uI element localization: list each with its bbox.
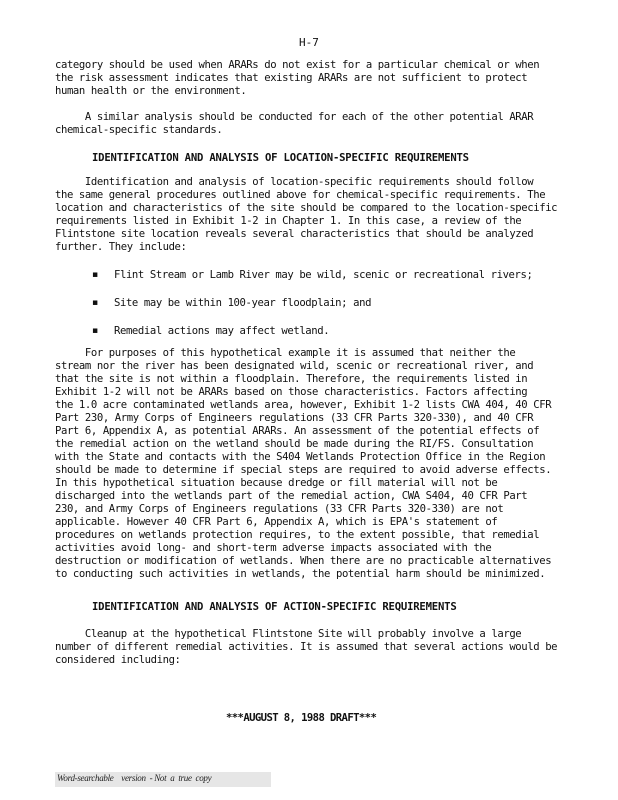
text-line: that the site is not within a floodplain. Therefore, the requirements listed in [55,373,528,385]
text-line: 230, and Army Corps of Engineers regulations (33 CFR Parts 320-330) are not [55,503,504,515]
text-line: category should be used when ARARs do not exist for a particular chemical or when [55,59,540,71]
text-line: the same general procedures outlined above for chemical-specific requirements. The [55,189,546,201]
square-bullet-icon: ▪ [92,270,99,280]
text-line: For purposes of this hypothetical example it is assumed that neither the [55,347,516,359]
text-line: Part 6, Appendix A, as potential ARARs. An assessment of the potential effects of [55,425,540,437]
square-bullet-icon: ▪ [92,298,99,308]
text-line: activities avoid long- and short-term adverse impacts associated with the [55,542,492,554]
bullet-item: Site may be within 100-year floodplain; and [114,297,372,309]
text-line: Flintstone site location reveals several characteristics that should be analyzed [55,228,534,240]
section-heading: IDENTIFICATION AND ANALYSIS OF LOCATION-SPECIFIC REQUIREMENTS [92,152,469,164]
text-line: Exhibit 1-2 will not be ARARs based on those characteristics. Factors affecting [55,386,528,398]
draft-stamp: ***AUGUST 8, 1988 DRAFT*** [226,712,377,724]
footer-note: Word-searchable version - Not a true copy [57,773,212,783]
text-line: with the State and contacts with the S404 Wetlands Protection Office in the Region [55,451,546,463]
square-bullet-icon: ▪ [92,326,99,336]
text-line: stream nor the river has been designated wild, scenic or recreational river, and [55,360,534,372]
text-line: Identification and analysis of location-specific requirements should follow [55,176,534,188]
text-line: discharged into the wetlands part of the remedial action, CWA S404, 40 CFR Part [55,490,528,502]
text-line: human health or the environment. [55,85,247,97]
text-line: location and characteristics of the site should be compared to the location-specific [55,202,558,214]
text-line: the risk assessment indicates that existing ARARs are not sufficient to protect [55,72,528,84]
bullet-item: Remedial actions may affect wetland. [114,325,330,337]
text-line: chemical-specific standards. [55,124,223,136]
text-line: the 1.0 acre contaminated wetlands area, however, Exhibit 1-2 lists CWA 404, 40 CFR [55,399,552,411]
text-line: A similar analysis should be conducted for each of the other potential ARAR [55,111,534,123]
text-line: considered including: [55,654,181,666]
text-line: requirements listed in Exhibit 1-2 in Chapter 1. In this case, a review of the [55,215,522,227]
text-line: Cleanup at the hypothetical Flintstone Site will probably involve a large [55,628,522,640]
text-line: further. They include: [55,241,187,253]
text-line: to conducting such activities in wetlands, the potential harm should be minimized. [55,568,546,580]
page-number: H-7 [299,36,319,49]
text-line: number of different remedial activities. It is assumed that several actions would be [55,641,558,653]
text-line: procedures on wetlands protection requires, to the extent possible, that remedial [55,529,540,541]
text-line: the remedial action on the wetland should be made during the RI/FS. Consultation [55,438,534,450]
text-line: should be made to determine if special steps are required to avoid adverse effects. [55,464,552,476]
text-line: applicable. However 40 CFR Part 6, Appendix A, which is EPA's statement of [55,516,498,528]
text-line: In this hypothetical situation because dredge or fill material will not be [55,477,498,489]
text-line: destruction or modification of wetlands. When there are no practicable alternatives [55,555,552,567]
text-line: Part 230, Army Corps of Engineers regulations (33 CFR Parts 320-330), and 40 CFR [55,412,534,424]
bullet-item: Flint Stream or Lamb River may be wild, scenic or recreational rivers; [114,269,533,281]
section-heading: IDENTIFICATION AND ANALYSIS OF ACTION-SPECIFIC REQUIREMENTS [92,601,457,613]
